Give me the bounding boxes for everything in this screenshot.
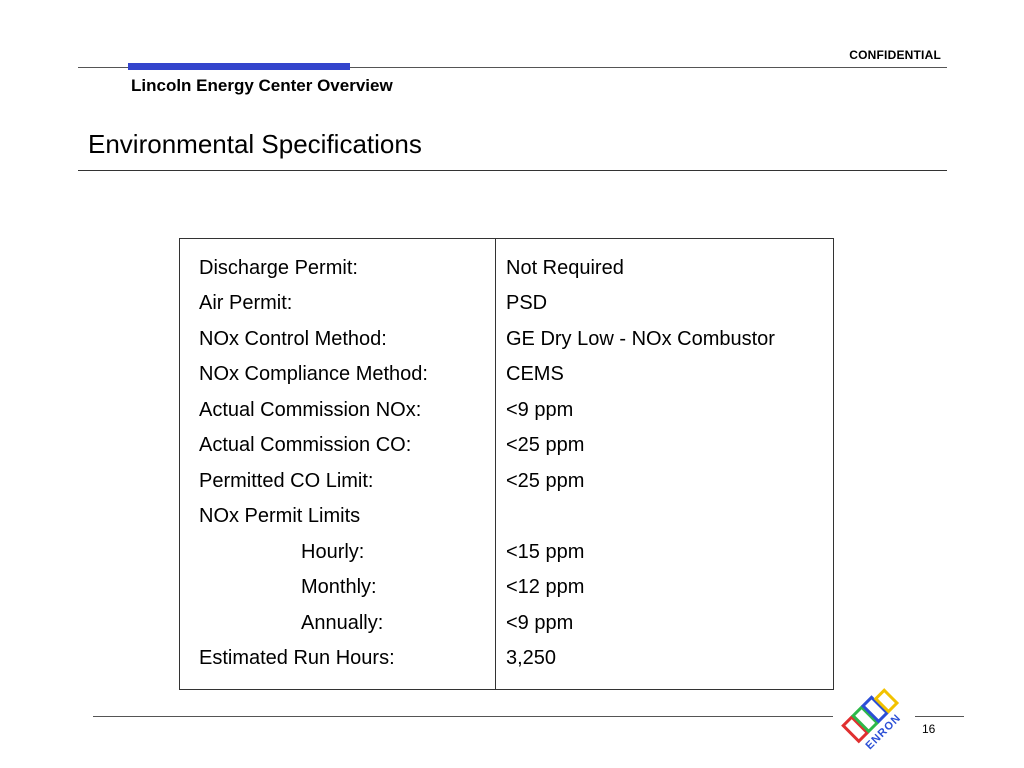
row-value: <25 ppm xyxy=(506,434,585,456)
section-title: Lincoln Energy Center Overview xyxy=(131,76,393,95)
row-label: NOx Compliance Method: xyxy=(199,363,428,385)
row-value: <12 ppm xyxy=(506,576,585,598)
table-row xyxy=(180,569,833,605)
row-label: NOx Control Method: xyxy=(199,328,387,350)
row-label: Hourly: xyxy=(301,541,365,563)
table-row xyxy=(180,285,833,321)
logo-stroke-yellow xyxy=(876,690,897,711)
table-row xyxy=(180,498,833,534)
spec-table xyxy=(179,238,834,690)
row-value: 3,250 xyxy=(506,647,557,669)
logo-stroke-blue xyxy=(863,697,887,721)
table-row xyxy=(180,321,833,357)
confidential-label: CONFIDENTIAL xyxy=(849,48,941,62)
row-label: Actual Commission CO: xyxy=(199,434,412,456)
row-value: Not Required xyxy=(506,257,624,279)
row-label: NOx Permit Limits xyxy=(199,505,361,527)
row-value: <9 ppm xyxy=(506,399,574,421)
footer-rule-left xyxy=(93,716,833,717)
row-label: Monthly: xyxy=(301,576,377,598)
table-row xyxy=(180,427,833,463)
row-label: Air Permit: xyxy=(199,292,293,314)
row-label: Actual Commission NOx: xyxy=(199,399,422,421)
row-label: Discharge Permit: xyxy=(199,257,358,279)
slide-title: Environmental Specifications xyxy=(88,129,422,159)
logo-wordmark: ENRON xyxy=(863,711,904,753)
row-label: Annually: xyxy=(301,612,384,634)
enron-logo-icon xyxy=(840,680,920,760)
table-row xyxy=(180,640,833,676)
footer-rule-right xyxy=(915,716,964,717)
table-row xyxy=(180,250,833,286)
table-row xyxy=(180,534,833,570)
row-label: Estimated Run Hours: xyxy=(199,647,395,669)
enron-logo xyxy=(840,680,920,760)
row-value: PSD xyxy=(506,292,548,314)
table-row xyxy=(180,605,833,641)
table-row xyxy=(180,463,833,499)
row-value: <15 ppm xyxy=(506,541,585,563)
page-number: 16 xyxy=(922,722,936,736)
row-value: GE Dry Low - NOx Combustor xyxy=(506,328,775,350)
title-rule xyxy=(78,170,947,171)
table-row xyxy=(180,356,833,392)
row-value: <9 ppm xyxy=(506,612,574,634)
row-value: <25 ppm xyxy=(506,470,585,492)
table-row xyxy=(180,392,833,428)
header-accent-bar xyxy=(128,63,350,70)
row-label: Permitted CO Limit: xyxy=(199,470,374,492)
logo-stroke-red xyxy=(843,717,867,741)
logo-stroke-green xyxy=(853,707,877,731)
row-value: CEMS xyxy=(506,363,564,385)
